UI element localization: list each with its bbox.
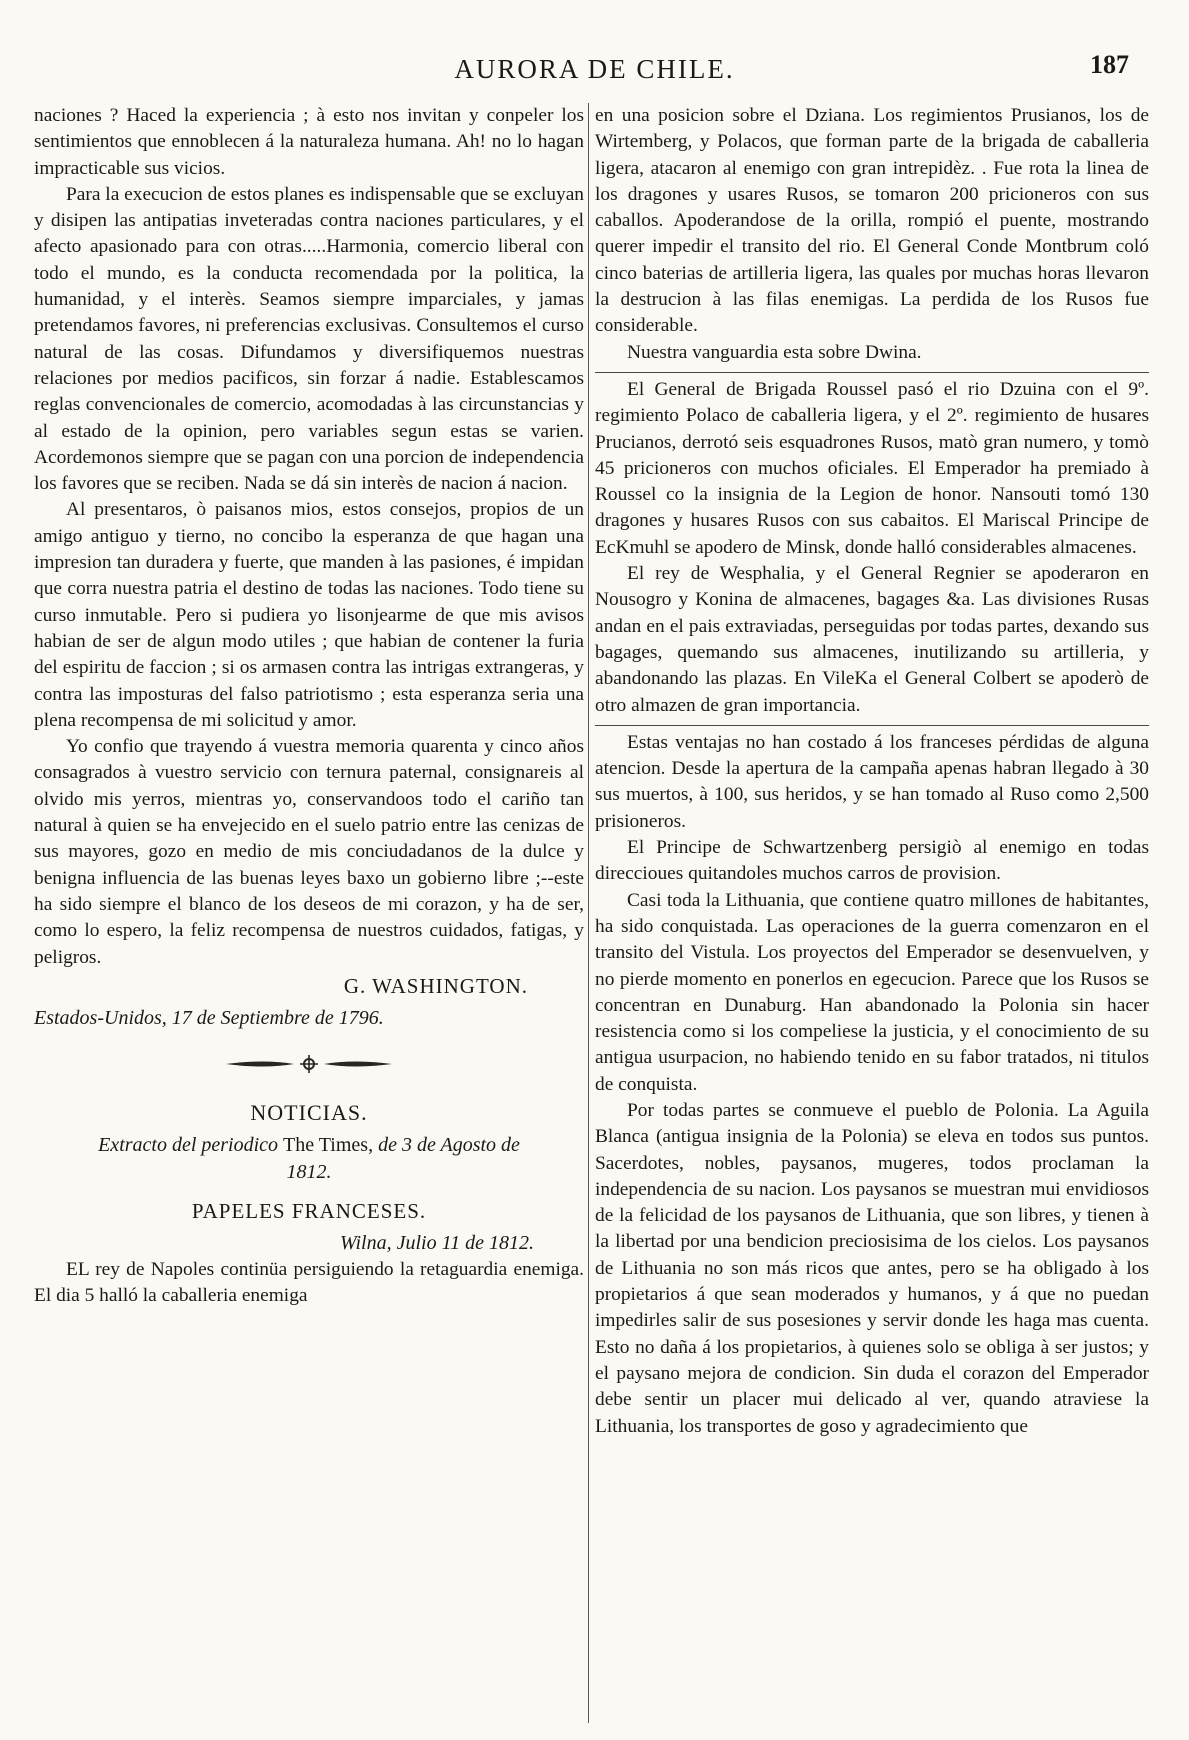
running-title: AURORA DE CHILE.	[454, 54, 735, 84]
paragraph: Estas ventajas no han costado á los franceses pérdidas de alguna atencion. Desde la apertura de la campaña apenas habran llegado à 30 sus muertos, à 100, sus heridos, y se han tomado al Ruso como 2,500 prisioneros.	[595, 731, 1149, 832]
place-date: Wilna, Julio 11 de 1812.	[339, 1232, 534, 1255]
left-column	[34, 103, 584, 1309]
divider	[595, 725, 1149, 726]
paragraph: Para la execucion de estos planes es indispensable que se excluyan y disipen las antipatias inveteradas contra naciones particulares, y el afecto apasionado para con otras.....Harmonia, comercio liberal con todo el mundo, es la conducta recomendada por la politica, la humanidad, y el interès. Seamos siempre imparciales, y jamas pretendamos favores, ni preferencias exclusivas. Consultemos el curso natural de las cosas. Difundamos y diversifiquemos nuestras relaciones por medios pacificos, sin forzar á nadie. Establescamos reglas convencionales de comercio, acomodadas à las circunstancias y al estado de la opinion, pero variables segun estas se varien. Acordemonos siempre que se pagan con una porcion de independencia los favores que se reciben. Nada se dá sin interès de nacion á nacion.	[34, 183, 584, 495]
paragraph: Por todas partes se conmueve el pueblo de Polonia. La Aguila Blanca (antigua insignia de la Polonia) se eleva en todos sus puntos. Sacerdotes, nobles, paysanos, mugeres, todos proclaman la independencia de su nacion. Los paysanos se muestran mui envidiosos de la felicidad de los paysanos de Lithuania, que son libres, y tienen à la libertad por una bendicion preciosisima de los cielos. Los paysanos de Lithuania no son más ricos que antes, pero se ha obligado à los propietarios á que sean moderados y humanos, y á que no puedan impedirles salir de sus posesiones y servir donde les haga mas cuenta. Esto no daña á los propietarios, à quienes solo se obliga à ser justos; y el paysano mejora de condicion. Sin duda el corazon del Emperador debe sentir un placer mui delicado al ver, quando atraviese la Lithuania, los transportes de goso y agradecimiento que	[595, 1099, 1149, 1437]
paragraph: EL rey de Napoles continüa persiguiendo la retaguardia enemiga. El dia 5 halló la caballeria enemiga	[34, 1258, 584, 1306]
signature: G. WASHINGTON.	[343, 973, 528, 998]
right-column	[595, 103, 1149, 1440]
section-heading: NOTICIAS.	[250, 1099, 368, 1125]
paragraph: El Principe de Schwartzenberg persigiò al enemigo en todas direccioues quitandoles muchos carros de provision.	[595, 837, 1149, 885]
dateline: Estados-Unidos, 17 de Septiembre de 1796.	[34, 1007, 384, 1030]
divider	[595, 372, 1149, 373]
paragraph: Al presentaros, ò paisanos mios, estos consejos, propios de un amigo antiguo y tierno, no concibo la esperanza de que hagan una impresion tan duradera y fuerte, que manden à las pasiones, é impidan que corra nuestra patria el destino de todas las naciones. Todo tiene su curso inmutable. Pero si pudiera yo lisonjearme de que mis avisos habian de ser de algun modo utiles ; que habian de contener la furia del espiritu de faccion ; si os armasen contra las intrigas extrangeras, y contra las imposturas del falso patriotismo ; esta esperanza seria una plena recompensa de mi solicitud y amor.	[34, 499, 584, 731]
paragraph: Yo confio que trayendo á vuestra memoria quarenta y cinco años consagrados à vuestro servicio con ternura paternal, consignareis al olvido mis yerros, mientras yo, conservandoos todo el cariño tan natural à quien se ha envejecido en el suelo patrio entre las cenizas de sus mayores, gozo en medio de mis conciudadanos de la dulce y benigna influencia de las buenas leyes baxo un gobierno libre ;--este ha sido siempre el blanco de los deseos de mi corazon, y ha de ser, como lo espero, la feliz recompensa de nuestros cuidados, fatigas, y peligros.	[34, 736, 584, 968]
paragraph: Nuestra vanguardia esta sobre Dwina.	[627, 341, 922, 363]
source-line	[34, 1132, 584, 1186]
paragraph: El rey de Wesphalia, y el General Regnier se apoderaron en Nousogro y Konina de almacenes, bagages &a. Las divisiones Rusas andan en el pais extraviadas, perseguidas por todas partes, dexando sus bagages, quemando sus almacenes, inutilizando su artilleria, y abandonando las plazas. En VileKa el General Colbert se apoderò de otro almazen de gran importancia.	[595, 563, 1149, 716]
paragraph: en una posicion sobre el Dziana. Los regimientos Prusianos, los de Wirtemberg, y Polacos, que forman parte de la brigada de caballeria ligera, atacaron al enemigo con gran intrepidèz. . Fue rota la linea de los dragones y usares Rusos, se tomaron 200 pricioneros con sus caballos. Apoderandose de la orilla, rompió el puente, mostrando querer impedir el transito del rio. El General Conde Montbrum coló cinco baterias de artilleria ligera, las quales por muchas horas llevaron la destrucion à las filas enemigas. La perdida de los Rusos fue considerable.	[595, 105, 1149, 337]
source-prefix: Extracto del periodico	[98, 1133, 279, 1156]
source-suffix: de 3 de Agosto de 1812.	[286, 1133, 520, 1183]
page-number: 187	[1090, 50, 1129, 79]
ornamental-divider	[34, 1053, 584, 1081]
running-head	[0, 48, 1189, 88]
paragraph: naciones ? Haced la experiencia ; à esto nos invitan y conpeler los sentimientos que ennoblecen á la naturaleza humana. Ah! no lo hagan impracticable sus vicios.	[34, 105, 584, 179]
sub-heading: PAPELES FRANCESES.	[191, 1198, 427, 1223]
column-rule	[588, 103, 589, 1723]
paragraph: Casi toda la Lithuania, que contiene quatro millones de habitantes, ha sido conquistada. Las operaciones de la guerra comenzaron en el transito del Vistula. Los proyectos del Emperador se desenvuelven, y no pierde momento en ponerlos en egecucion. Parece que los Rusos se concentran en Dunaburg. Han abandonado la Polonia sin hacer resistencia como si los compeliese la justicia, y el conocimiento de su antigua usurpacion, no habiendo tenido en su fabor tratados, ni titulos de conquista.	[595, 889, 1149, 1095]
ornament-icon	[224, 1053, 394, 1075]
source-name: The Times,	[283, 1133, 374, 1156]
paragraph: El General de Brigada Roussel pasó el rio Dzuina con el 9º. regimiento Polaco de caballeria ligera, y el 2º. regimiento de husares Prucianos, derrotó seis esquadrones Rusos, matò gran numero, y tomò 45 pricioneros con muchos oficiales. El Emperador ha premiado à Roussel co la insignia de la Legion de honor. Nansouti tomó 130 dragones y husares Rusos con sus cabaitos. El Mariscal Principe de EcKmuhl se apodero de Minsk, donde halló considerables almacenes.	[595, 378, 1149, 558]
